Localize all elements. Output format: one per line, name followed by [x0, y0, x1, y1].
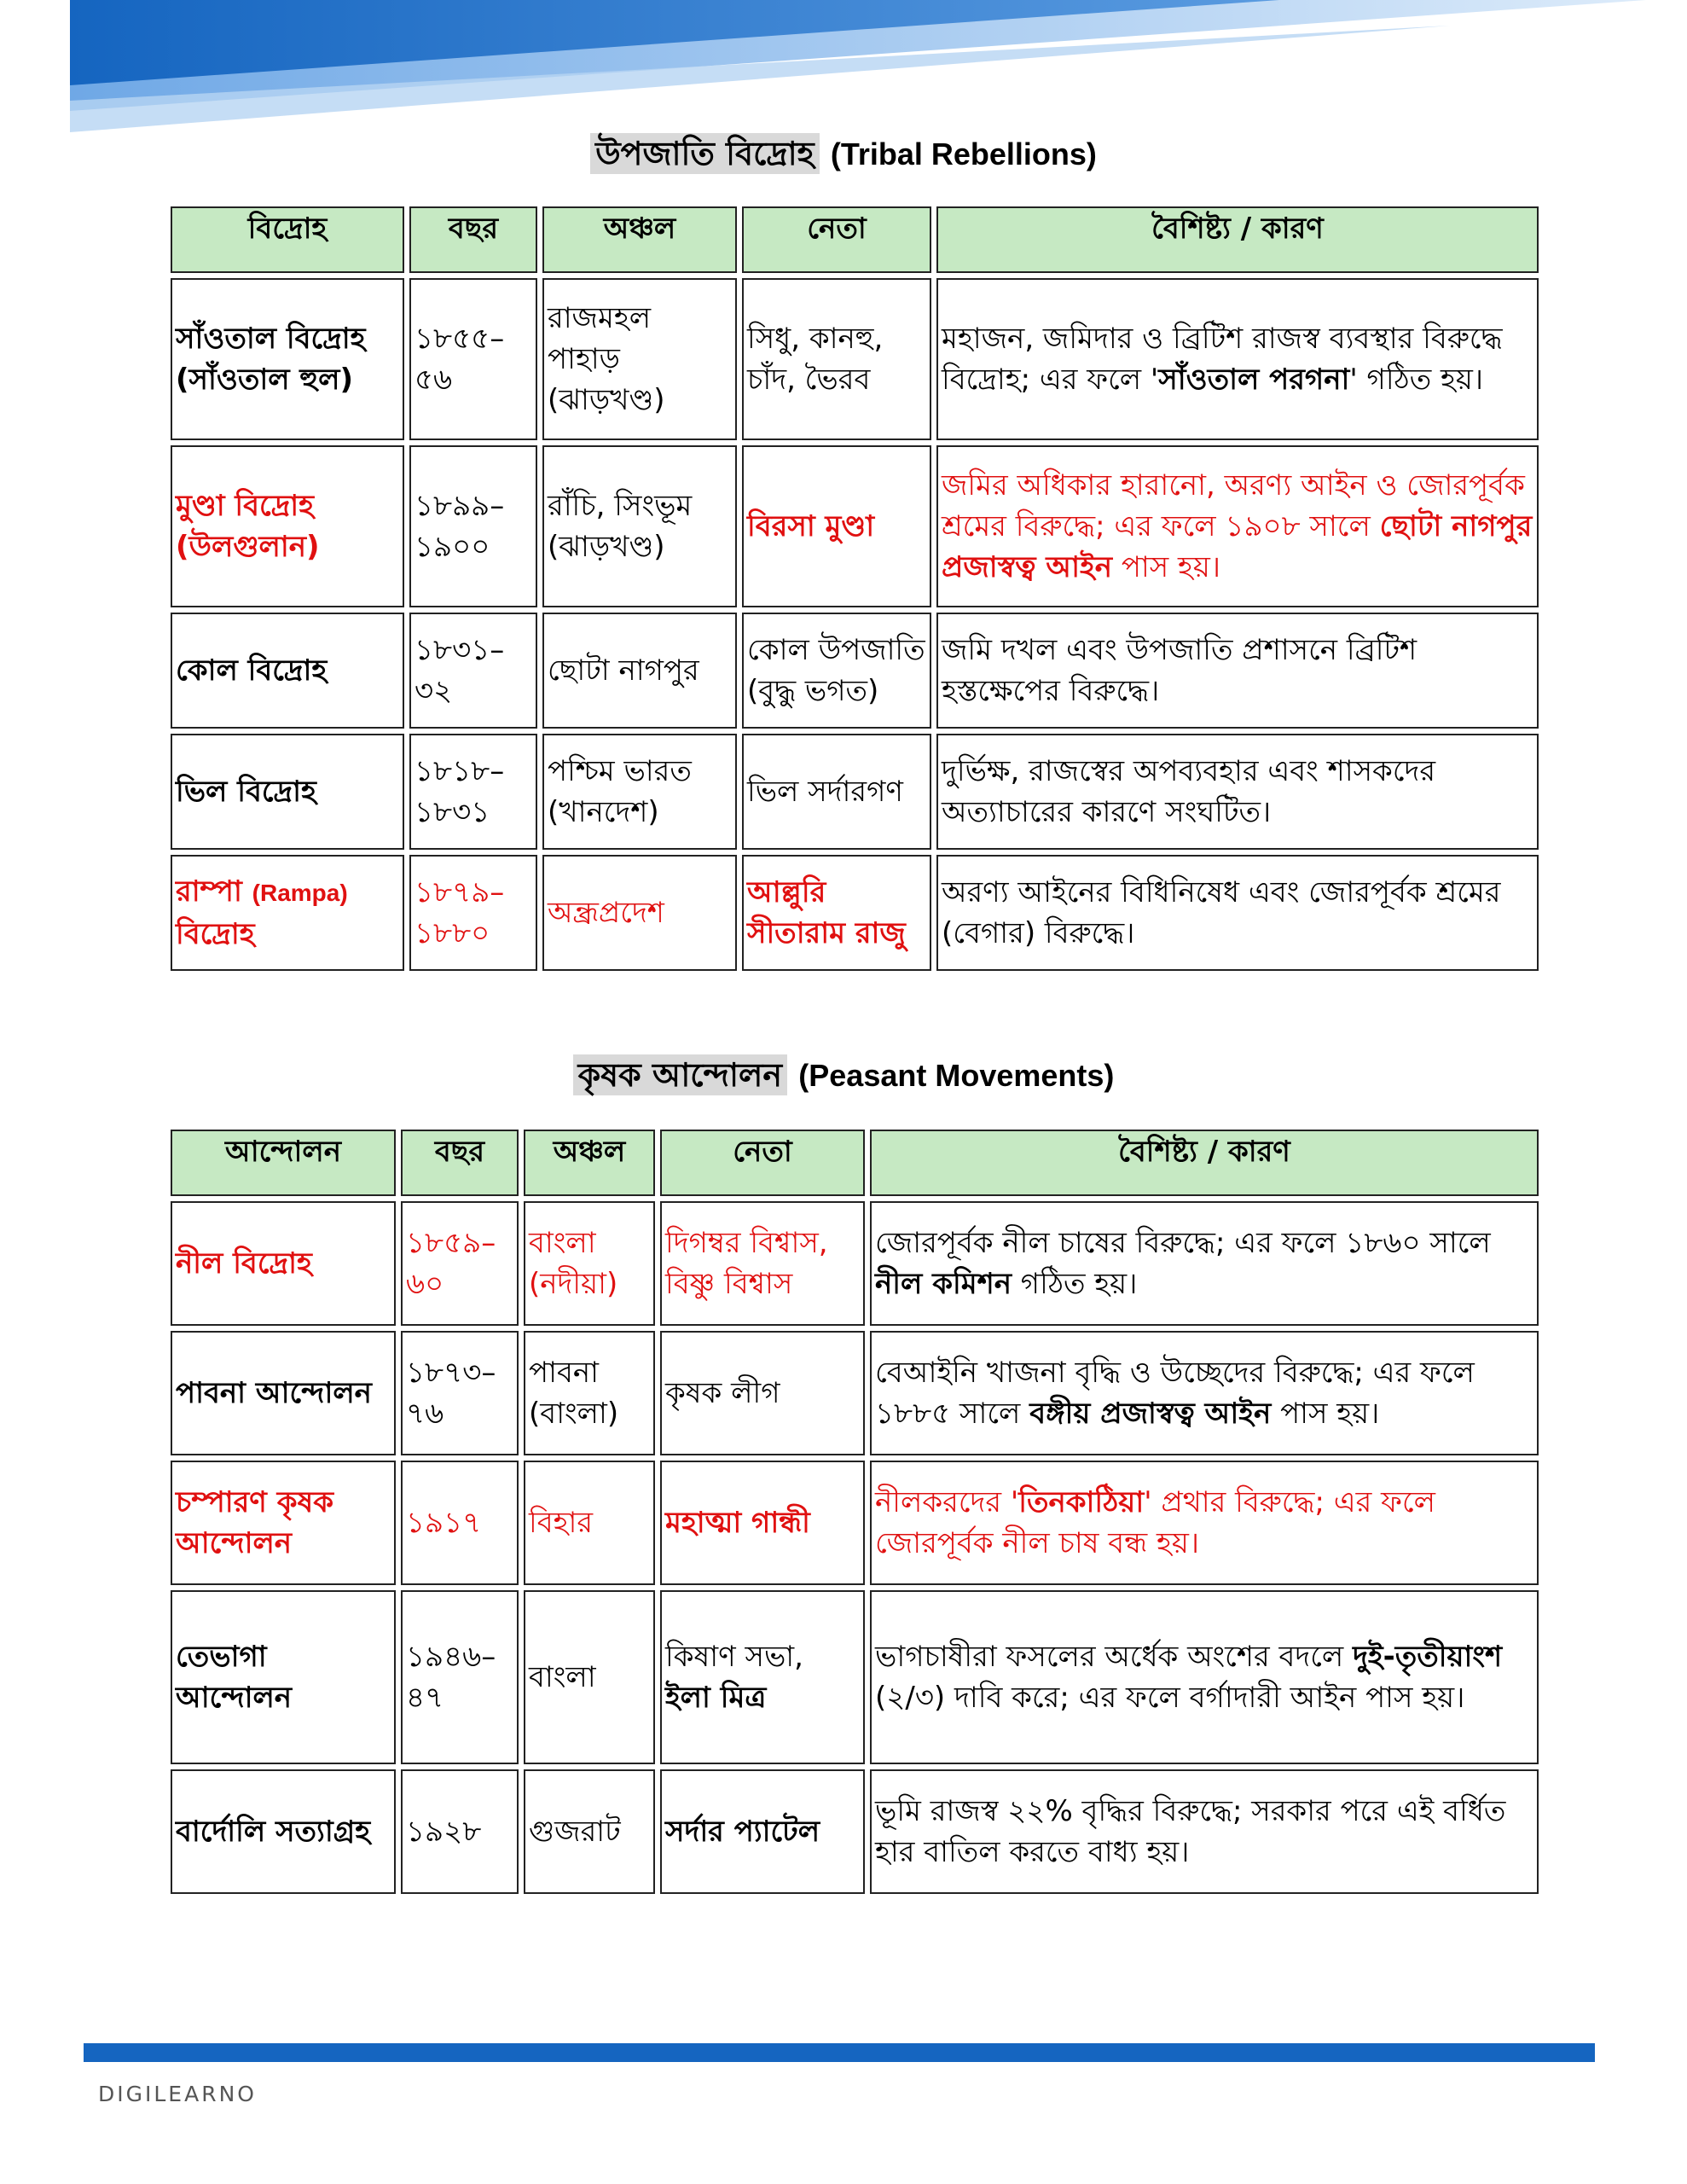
- reason-highlight: তিনকাঠিয়া: [1018, 1485, 1145, 1519]
- table-row: [171, 855, 1539, 971]
- movement-leader: দিগম্বর বিশ্বাস, বিষ্ণু বিশ্বাস: [660, 1201, 865, 1326]
- header-banner: [0, 0, 1687, 145]
- movement-region: বাংলা (নদীয়া): [524, 1201, 655, 1326]
- movement-leader: কৃষক লীগ: [660, 1331, 865, 1455]
- rebellion-reason: [936, 445, 1539, 607]
- reason-text: ' গঠিত হয়।: [1349, 363, 1484, 397]
- col-header-year: বছর: [401, 1130, 519, 1196]
- movement-year: ১৮৭৩–৭৬: [401, 1331, 519, 1455]
- rebellion-leader: কোল উপজাতি (বুদ্ধু ভগত): [742, 613, 931, 729]
- movement-year: ১৯২৮: [401, 1769, 519, 1894]
- col-header-reason: বৈশিষ্ট্য / কারণ: [936, 206, 1539, 273]
- movement-name: তেভাগা আন্দোলন: [171, 1590, 396, 1764]
- rebellion-year: ১৮৭৯–১৮৮০: [409, 855, 537, 971]
- rebellion-region: পশ্চিম ভারত (খানদেশ): [542, 734, 737, 850]
- reason-text: জমির অধিকার হারানো, অরণ্য আইন ও জোরপূর্বক শ্রমের বিরুদ্ধে; এর ফলে ১৯০৮ সালে: [942, 468, 1525, 543]
- rebellion-region: রাজমহল পাহাড় (ঝাড়খণ্ড): [542, 278, 737, 440]
- movement-year: ১৯৪৬–৪৭: [401, 1590, 519, 1764]
- movement-region: বাংলা: [524, 1590, 655, 1764]
- table-row: [171, 1769, 1539, 1894]
- leader-text: কিষাণ সভা,: [665, 1640, 803, 1674]
- tribal-table: [165, 201, 1544, 976]
- movement-name: নীল বিদ্রোহ: [171, 1201, 396, 1326]
- tribal-title-en: (Tribal Rebellions): [830, 136, 1097, 171]
- rebellion-name: ভিল বিদ্রোহ: [171, 734, 404, 850]
- rebellion-name-bn: রাম্পা: [176, 874, 242, 909]
- tribal-header-row: [171, 206, 1539, 273]
- reason-text: বেআইনি খাজনা বৃদ্ধি ও উচ্ছেদের বিরুদ্ধে; এর ফলে ১৮৮৫ সালে: [875, 1356, 1475, 1431]
- reason-text: ভাগচাষীরা ফসলের অর্ধেক অংশের বদলে: [875, 1640, 1354, 1674]
- reason-highlight: ছোটা নাগপুর প্রজাস্বত্ব আইন: [942, 509, 1533, 584]
- table-row: [171, 1201, 1539, 1326]
- movement-name: চম্পারণ কৃষক আন্দোলন: [171, 1461, 396, 1585]
- rebellion-name: [171, 855, 404, 971]
- movement-region: বিহার: [524, 1461, 655, 1585]
- rebellion-region: ছোটা নাগপুর: [542, 613, 737, 729]
- col-header-region: অঞ্চল: [542, 206, 737, 273]
- rebellion-reason: [936, 278, 1539, 440]
- peasant-header-row: [171, 1130, 1539, 1196]
- col-header-rebellion: বিদ্রোহ: [171, 206, 404, 273]
- movement-region: পাবনা (বাংলা): [524, 1331, 655, 1455]
- table-row: [171, 734, 1539, 850]
- reason-highlight: নীল কমিশন: [875, 1267, 1012, 1301]
- leader-highlight: ইলা মিত্র: [665, 1681, 767, 1715]
- col-header-region: অঞ্চল: [524, 1130, 655, 1196]
- reason-highlight: দুই-তৃতীয়াংশ: [1353, 1640, 1503, 1674]
- movement-name: বার্দোলি সত্যাগ্রহ: [171, 1769, 396, 1894]
- rebellion-year: ১৮৩১–৩২: [409, 613, 537, 729]
- movement-reason: [870, 1461, 1539, 1585]
- peasant-title-en: (Peasant Movements): [798, 1058, 1115, 1093]
- peasant-table: [165, 1124, 1544, 1899]
- table-row: [171, 445, 1539, 607]
- reason-highlight: সাঁওতাল পরগনা: [1158, 363, 1350, 397]
- peasant-section-title: [0, 1049, 1687, 1101]
- rebellion-reason: অরণ্য আইনের বিধিনিষেধ এবং জোরপূর্বক শ্রমের (বেগার) বিরুদ্ধে।: [936, 855, 1539, 971]
- movement-reason: [870, 1331, 1539, 1455]
- rebellion-region: রাঁচি, সিংভূম (ঝাড়খণ্ড): [542, 445, 737, 607]
- movement-reason: ভূমি রাজস্ব ২২% বৃদ্ধির বিরুদ্ধে; সরকার পরে এই বর্ধিত হার বাতিল করতে বাধ্য হয়।: [870, 1769, 1539, 1894]
- rebellion-leader: আল্লুরি সীতারাম রাজু: [742, 855, 931, 971]
- reason-text: পাস হয়।: [1112, 550, 1221, 584]
- movement-reason: [870, 1201, 1539, 1326]
- reason-text: ' প্রথার বিরুদ্ধে; এর ফলে জোরপূর্বক নীল চাষ বন্ধ হয়।: [875, 1485, 1435, 1560]
- footer-bar: [84, 2043, 1595, 2062]
- rebellion-leader: বিরসা মুণ্ডা: [742, 445, 931, 607]
- table-row: [171, 1590, 1539, 1764]
- tribal-section-title: [0, 128, 1687, 180]
- rebellion-name-en: (Rampa): [252, 880, 348, 906]
- rebellion-reason: জমি দখল এবং উপজাতি প্রশাসনে ব্রিটিশ হস্তক্ষেপের বিরুদ্ধে।: [936, 613, 1539, 729]
- table-row: [171, 1461, 1539, 1585]
- table-row: [171, 278, 1539, 440]
- rebellion-name: মুণ্ডা বিদ্রোহ (উলগুলান): [171, 445, 404, 607]
- footer-brand: DIGILEARNO: [98, 2082, 257, 2106]
- table-row: [171, 613, 1539, 729]
- reason-text: (২/৩) দাবি করে; এর ফলে বর্গাদারী আইন পাস হয়।: [875, 1681, 1465, 1715]
- rebellion-year: ১৮১৮–১৮৩১: [409, 734, 537, 850]
- rebellion-year: ১৮৫৫–৫৬: [409, 278, 537, 440]
- table-row: [171, 1331, 1539, 1455]
- movement-leader: সর্দার প্যাটেল: [660, 1769, 865, 1894]
- reason-text: গঠিত হয়।: [1012, 1267, 1138, 1301]
- rebellion-leader: ভিল সর্দারগণ: [742, 734, 931, 850]
- movement-reason: [870, 1590, 1539, 1764]
- col-header-year: বছর: [409, 206, 537, 273]
- movement-name: পাবনা আন্দোলন: [171, 1331, 396, 1455]
- movement-year: ১৯১৭: [401, 1461, 519, 1585]
- col-header-leader: নেতা: [742, 206, 931, 273]
- reason-highlight: বঙ্গীয় প্রজাস্বত্ব আইন: [1029, 1397, 1272, 1431]
- tribal-title-bn: উপজাতি বিদ্রোহ: [590, 133, 820, 174]
- col-header-reason: বৈশিষ্ট্য / কারণ: [870, 1130, 1539, 1196]
- rebellion-reason: দুর্ভিক্ষ, রাজস্বের অপব্যবহার এবং শাসকদের অত্যাচারের কারণে সংঘটিত।: [936, 734, 1539, 850]
- rebellion-name-bn: বিদ্রোহ: [176, 917, 255, 951]
- reason-text: মহাজন, জমিদার ও ব্রিটিশ রাজস্ব ব্যবস্থার বিরুদ্ধে বিদ্রোহ; এর ফলে ': [942, 322, 1503, 397]
- movement-leader: মহাত্মা গান্ধী: [660, 1461, 865, 1585]
- rebellion-leader: সিধু, কানহু, চাঁদ, ভৈরব: [742, 278, 931, 440]
- movement-region: গুজরাট: [524, 1769, 655, 1894]
- movement-year: ১৮৫৯–৬০: [401, 1201, 519, 1326]
- col-header-movement: আন্দোলন: [171, 1130, 396, 1196]
- movement-leader: [660, 1590, 865, 1764]
- reason-text: জোরপূর্বক নীল চাষের বিরুদ্ধে; এর ফলে ১৮৬০ সালে: [875, 1226, 1491, 1260]
- rebellion-region: অন্ধ্রপ্রদেশ: [542, 855, 737, 971]
- reason-text: পাস হয়।: [1271, 1397, 1380, 1431]
- rebellion-name: কোল বিদ্রোহ: [171, 613, 404, 729]
- peasant-title-bn: কৃষক আন্দোলন: [573, 1054, 787, 1095]
- rebellion-name: সাঁওতাল বিদ্রোহ (সাঁওতাল হুল): [171, 278, 404, 440]
- col-header-leader: নেতা: [660, 1130, 865, 1196]
- reason-text: নীলকরদের ': [875, 1485, 1019, 1519]
- rebellion-year: ১৮৯৯–১৯০০: [409, 445, 537, 607]
